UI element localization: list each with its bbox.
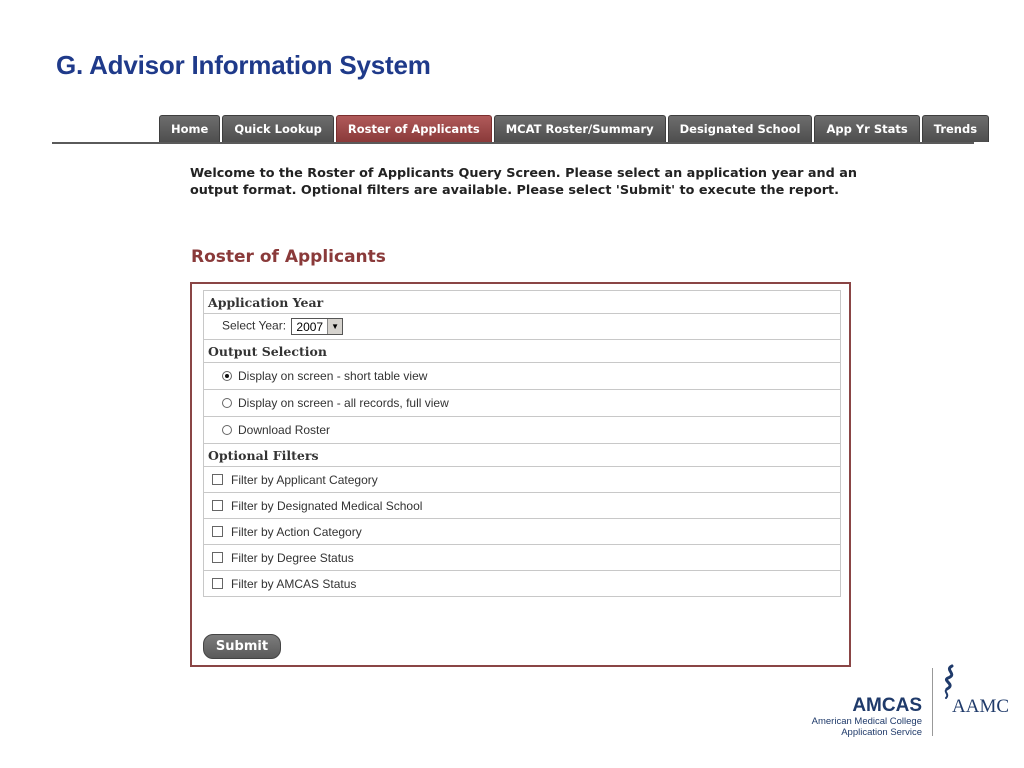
filter-degree-status[interactable]	[204, 545, 841, 571]
output-option-label: Download Roster	[238, 423, 331, 437]
filter-label: Filter by Action Category	[231, 524, 362, 539]
filter-applicant-category[interactable]	[204, 467, 841, 493]
roster-form-panel	[190, 282, 851, 667]
radio-icon[interactable]	[222, 425, 232, 435]
slide-title: G. Advisor Information System	[56, 50, 431, 80]
tab-divider	[52, 142, 974, 144]
output-option-label: Display on screen - short table view	[238, 369, 428, 383]
checkbox-icon[interactable]	[212, 526, 223, 537]
checkbox-icon[interactable]	[212, 578, 223, 589]
filter-designated-medical-school[interactable]	[204, 493, 841, 519]
year-select-value: 2007	[296, 319, 324, 334]
output-option-short-table[interactable]	[204, 363, 841, 390]
amcas-logo-line2: Application Service	[841, 727, 922, 738]
amcas-logo-name: AMCAS	[852, 695, 922, 716]
tab-app-yr-stats[interactable]: App Yr Stats	[814, 115, 919, 142]
group-label-application-year: Application Year	[204, 291, 841, 314]
radio-selected-icon[interactable]	[222, 371, 232, 381]
intro-text: Welcome to the Roster of Applicants Query Screen. Please select an application year and an output format. Optional filters are available. Please select 'Submit' to execute the report.	[190, 166, 858, 198]
output-option-label: Display on screen - all records, full view	[238, 396, 449, 410]
roster-form-table	[203, 290, 841, 597]
group-label-optional-filters: Optional Filters	[204, 444, 841, 467]
chevron-down-icon[interactable]: ▼	[327, 319, 342, 334]
select-year-label: Select Year:	[222, 318, 287, 333]
submit-button[interactable]: Submit	[203, 634, 281, 659]
filter-action-category[interactable]	[204, 519, 841, 545]
select-year-row	[204, 314, 841, 340]
tab-roster-of-applicants[interactable]: Roster of Applicants	[336, 115, 492, 142]
tab-mcat-roster-summary[interactable]: MCAT Roster/Summary	[494, 115, 666, 142]
year-select[interactable]	[291, 318, 343, 335]
filter-label: Filter by AMCAS Status	[231, 576, 357, 591]
checkbox-icon[interactable]	[212, 552, 223, 563]
output-option-download[interactable]	[204, 417, 841, 444]
output-option-full-view[interactable]	[204, 390, 841, 417]
logo-divider	[932, 668, 933, 736]
filter-label: Filter by Degree Status	[231, 550, 354, 565]
group-label-output-selection: Output Selection	[204, 340, 841, 363]
nav-tabs	[159, 115, 991, 143]
filter-amcas-status[interactable]	[204, 571, 841, 597]
aamc-logo	[938, 664, 1018, 724]
tab-trends[interactable]: Trends	[922, 115, 989, 142]
checkbox-icon[interactable]	[212, 474, 223, 485]
aamc-logo-name: AAMC	[952, 696, 1010, 717]
tab-designated-school[interactable]: Designated School	[668, 115, 813, 142]
tab-home[interactable]: Home	[159, 115, 220, 142]
amcas-logo-line1: American Medical College	[811, 716, 922, 727]
checkbox-icon[interactable]	[212, 500, 223, 511]
tab-quick-lookup[interactable]: Quick Lookup	[222, 115, 334, 142]
filter-label: Filter by Applicant Category	[231, 472, 378, 487]
section-heading: Roster of Applicants	[191, 247, 386, 267]
filter-label: Filter by Designated Medical School	[231, 498, 423, 513]
radio-icon[interactable]	[222, 398, 232, 408]
amcas-logo	[800, 696, 922, 738]
